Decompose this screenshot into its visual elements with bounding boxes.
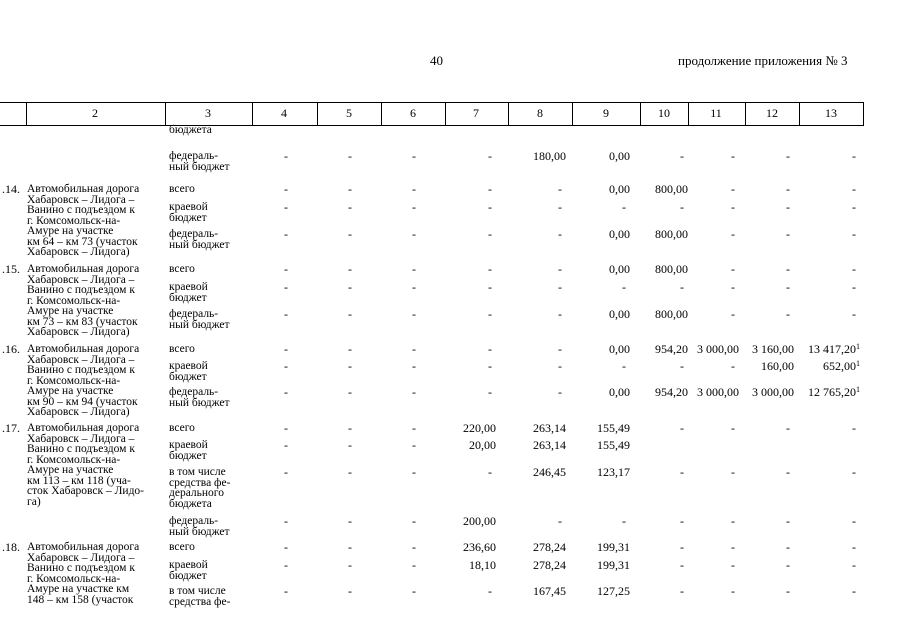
table-cell: -	[284, 385, 288, 399]
budget-label: в том числе средства фе- дерального бюджета	[169, 466, 231, 510]
table-cell: -	[786, 182, 790, 196]
table-cell: -	[680, 465, 684, 479]
table-cell: 155,49	[597, 421, 630, 435]
table-cell: 0,00	[609, 385, 630, 399]
table-cell: -	[558, 514, 562, 528]
row-number: .15.	[2, 262, 20, 276]
table-cell: -	[731, 262, 735, 276]
table-cell: -	[488, 359, 492, 373]
table-cell: -	[680, 558, 684, 572]
table-cell: -	[284, 342, 288, 356]
table-cell: -	[558, 227, 562, 241]
table-cell: -	[731, 307, 735, 321]
column-header: 11	[710, 106, 722, 120]
table-cell: -	[412, 262, 416, 276]
table-cell: -	[786, 307, 790, 321]
table-cell: 199,31	[597, 558, 630, 572]
table-cell: -	[680, 514, 684, 528]
row-name: Автомобильная дорога Хабаровск – Лидога – Ванино с подъездом к г. Комсомольск-на- Амуре на участке км 113 – км 118 (уча- сток Хабаровск – Лидо- га)	[27, 422, 144, 508]
table-cell: -	[622, 359, 626, 373]
table-cell: -	[786, 280, 790, 294]
table-cell: -	[680, 359, 684, 373]
table-cell: -	[412, 359, 416, 373]
table-cell: 263,14	[533, 421, 566, 435]
table-cell: -	[348, 262, 352, 276]
table-cell: -	[558, 262, 562, 276]
budget-label: всего	[169, 422, 195, 434]
table-cell: 160,00	[761, 359, 794, 373]
table-cell: -	[348, 342, 352, 356]
table-cell: -	[680, 421, 684, 435]
table-cell: -	[284, 438, 288, 452]
table-cell: 246,45	[533, 465, 566, 479]
table-cell: -	[622, 200, 626, 214]
column-header: 4	[281, 106, 287, 120]
table-cell: 127,25	[597, 584, 630, 598]
budget-label: краевой бюджет	[169, 201, 208, 224]
table-cell: -	[731, 227, 735, 241]
table-cell: -	[731, 465, 735, 479]
table-cell: -	[412, 342, 416, 356]
column-header: 2	[92, 106, 98, 120]
table-cell: 20,00	[469, 438, 496, 452]
table-cell: -	[852, 307, 856, 321]
column-header: 5	[346, 106, 352, 120]
table-cell: -	[558, 342, 562, 356]
table-cell: -	[284, 558, 288, 572]
table-cell: -	[412, 227, 416, 241]
row-name: Автомобильная дорога Хабаровск – Лидога – Ванино с подъездом к г. Комсомольск-на- Амуре на участке км 148 – км 158 (участок	[27, 541, 140, 606]
table-cell: -	[412, 385, 416, 399]
table-cell: -	[488, 465, 492, 479]
column-divider	[381, 102, 382, 126]
budget-label: федераль- ный бюджет	[169, 228, 230, 251]
table-cell: 954,20	[655, 342, 688, 356]
table-cell: 18,10	[469, 558, 496, 572]
table-cell: 800,00	[655, 262, 688, 276]
column-divider	[317, 102, 318, 126]
table-cell: -	[558, 280, 562, 294]
table-cell: -	[731, 280, 735, 294]
table-cell: -	[284, 465, 288, 479]
column-header: 12	[766, 106, 778, 120]
budget-label: в том числе средства фе-	[169, 585, 231, 608]
table-cell: -	[348, 438, 352, 452]
row-number: .18.	[2, 540, 20, 554]
column-header: 6	[410, 106, 416, 120]
table-cell: -	[731, 421, 735, 435]
table-cell: -	[852, 584, 856, 598]
budget-label: федераль- ный бюджет	[169, 308, 230, 331]
continuation-note: продолжение приложения № 3	[678, 53, 848, 68]
row-number: .14.	[2, 182, 20, 196]
budget-label: федераль- ный бюджет	[169, 515, 230, 538]
table-cell: 3 000,00	[697, 385, 739, 399]
table-cell: -	[412, 307, 416, 321]
table-cell: 236,60	[463, 540, 496, 554]
table-cell: -	[412, 280, 416, 294]
table-cell: -	[412, 558, 416, 572]
table-cell: -	[786, 227, 790, 241]
table-cell: 800,00	[655, 182, 688, 196]
column-divider	[508, 102, 509, 126]
column-divider	[445, 102, 446, 126]
table-cell: -	[786, 514, 790, 528]
table-cell: 0,00	[609, 227, 630, 241]
budget-label: краевой бюджет	[169, 559, 208, 582]
table-cell: -	[412, 438, 416, 452]
table-cell: -	[558, 200, 562, 214]
table-cell: -	[348, 558, 352, 572]
table-cell: 12 765,20	[808, 385, 856, 399]
table-cell: -	[488, 280, 492, 294]
table-cell: -	[284, 262, 288, 276]
table-cell: -	[731, 514, 735, 528]
footnote-mark: 1	[856, 342, 860, 351]
table-cell: -	[731, 149, 735, 163]
table-cell: 180,00	[533, 149, 566, 163]
table-cell: -	[852, 182, 856, 196]
table-cell: -	[622, 514, 626, 528]
table-cell: -	[852, 465, 856, 479]
table-cell: -	[284, 540, 288, 554]
table-cell: -	[786, 584, 790, 598]
table-cell: -	[731, 200, 735, 214]
header-frame	[0, 102, 864, 126]
page-number: 40	[430, 53, 443, 68]
table-cell: 263,14	[533, 438, 566, 452]
table-cell: -	[786, 262, 790, 276]
table-cell: -	[284, 359, 288, 373]
table-cell: -	[412, 182, 416, 196]
budget-label: федераль- ный бюджет	[169, 386, 230, 409]
table-cell: -	[731, 182, 735, 196]
table-cell: -	[284, 514, 288, 528]
table-cell: 13 417,20	[808, 342, 856, 356]
table-cell: 800,00	[655, 227, 688, 241]
table-cell: 0,00	[609, 307, 630, 321]
column-header: 7	[473, 106, 479, 120]
table-cell: -	[284, 182, 288, 196]
table-cell: 3 000,00	[752, 385, 794, 399]
footnote-mark: 1	[856, 385, 860, 394]
table-cell: -	[680, 200, 684, 214]
table-cell: -	[412, 149, 416, 163]
table-cell: -	[348, 149, 352, 163]
row-name: Автомобильная дорога Хабаровск – Лидога – Ванино с подъездом к г. Комсомольск-на- Амуре на участке км 73 – км 83 (участок Хабаровск – Лидога)	[27, 263, 140, 338]
table-cell: 0,00	[609, 149, 630, 163]
top-fragment: бюджета	[169, 124, 212, 136]
row-name: Автомобильная дорога Хабаровск – Лидога – Ванино с подъездом к г. Комсомольск-на- Амуре на участке км 90 – км 94 (участок Хабаровск – Лидога)	[27, 343, 140, 418]
table-cell: -	[852, 262, 856, 276]
column-divider	[688, 102, 689, 126]
table-cell: 123,17	[597, 465, 630, 479]
column-divider	[799, 102, 800, 126]
table-cell: 278,24	[533, 540, 566, 554]
table-cell: -	[348, 280, 352, 294]
table-cell: -	[558, 307, 562, 321]
table-cell: -	[348, 540, 352, 554]
table-cell: -	[488, 262, 492, 276]
table-cell: 0,00	[609, 262, 630, 276]
column-divider	[26, 102, 27, 126]
table-cell: -	[852, 280, 856, 294]
table-cell: -	[488, 385, 492, 399]
table-cell: -	[284, 584, 288, 598]
table-cell: -	[488, 584, 492, 598]
table-cell: -	[348, 359, 352, 373]
table-cell: -	[348, 385, 352, 399]
table-cell: -	[680, 280, 684, 294]
table-cell: -	[348, 307, 352, 321]
table-cell: -	[786, 540, 790, 554]
budget-label: краевой бюджет	[169, 439, 208, 462]
budget-label: всего	[169, 541, 195, 553]
column-header: 3	[205, 106, 211, 120]
budget-label: федераль- ный бюджет	[169, 150, 230, 173]
table-cell: -	[852, 514, 856, 528]
row-number: .17.	[2, 421, 20, 435]
column-divider	[165, 102, 166, 126]
row-name: Автомобильная дорога Хабаровск – Лидога – Ванино с подъездом к г. Комсомольск-на- Амуре на участке км 64 – км 73 (участок Хабаровск – Лидога)	[27, 183, 140, 258]
table-cell: 220,00	[463, 421, 496, 435]
table-cell: -	[284, 421, 288, 435]
table-cell: -	[852, 421, 856, 435]
column-divider	[572, 102, 573, 126]
table-cell: -	[622, 280, 626, 294]
table-cell: -	[852, 149, 856, 163]
table-cell: 155,49	[597, 438, 630, 452]
table-cell: 0,00	[609, 342, 630, 356]
table-cell: 278,24	[533, 558, 566, 572]
table-cell: -	[348, 227, 352, 241]
table-cell: -	[284, 200, 288, 214]
table-cell: -	[284, 227, 288, 241]
table-cell: -	[558, 385, 562, 399]
table-cell: 3 000,00	[697, 342, 739, 356]
column-divider	[640, 102, 641, 126]
table-cell: -	[786, 465, 790, 479]
table-cell: -	[348, 182, 352, 196]
table-cell: -	[852, 200, 856, 214]
table-cell: -	[786, 149, 790, 163]
table-cell: -	[852, 227, 856, 241]
table-cell: -	[731, 359, 735, 373]
column-divider	[252, 102, 253, 126]
table-cell: -	[348, 584, 352, 598]
budget-label: краевой бюджет	[169, 281, 208, 304]
table-cell: -	[852, 558, 856, 572]
budget-label: всего	[169, 343, 195, 355]
table-cell: -	[558, 359, 562, 373]
table-cell: -	[852, 540, 856, 554]
row-number: .16.	[2, 342, 20, 356]
table-cell: -	[786, 421, 790, 435]
table-cell: 3 160,00	[752, 342, 794, 356]
table-cell: -	[412, 465, 416, 479]
table-cell: -	[348, 200, 352, 214]
table-cell: -	[284, 307, 288, 321]
column-header: 8	[537, 106, 543, 120]
table-cell: -	[348, 421, 352, 435]
table-cell: -	[558, 182, 562, 196]
table-cell: 954,20	[655, 385, 688, 399]
table-cell: -	[284, 280, 288, 294]
table-cell: -	[786, 558, 790, 572]
table-cell: -	[348, 465, 352, 479]
table-cell: 200,00	[463, 514, 496, 528]
table-cell: -	[348, 514, 352, 528]
table-cell: -	[412, 584, 416, 598]
table-cell: 167,45	[533, 584, 566, 598]
table-cell: -	[731, 584, 735, 598]
table-cell: -	[412, 540, 416, 554]
budget-label: всего	[169, 263, 195, 275]
table-cell: 800,00	[655, 307, 688, 321]
column-header: 10	[658, 106, 670, 120]
table-cell: 652,00	[823, 359, 856, 373]
table-cell: -	[284, 149, 288, 163]
table-cell: -	[412, 200, 416, 214]
table-cell: -	[412, 514, 416, 528]
table-cell: -	[488, 200, 492, 214]
table-cell: -	[488, 342, 492, 356]
table-cell: -	[786, 200, 790, 214]
table-cell: -	[731, 558, 735, 572]
table-cell: -	[488, 307, 492, 321]
table-cell: 199,31	[597, 540, 630, 554]
table-cell: -	[488, 227, 492, 241]
table-cell: -	[680, 584, 684, 598]
budget-label: всего	[169, 183, 195, 195]
table-cell: -	[488, 182, 492, 196]
column-header: 9	[603, 106, 609, 120]
table-cell: -	[680, 540, 684, 554]
column-header: 13	[825, 106, 837, 120]
budget-label: краевой бюджет	[169, 360, 208, 383]
table-cell: -	[412, 421, 416, 435]
table-cell: -	[488, 149, 492, 163]
column-divider	[745, 102, 746, 126]
table-cell: -	[731, 540, 735, 554]
table-cell: -	[680, 149, 684, 163]
table-cell: 0,00	[609, 182, 630, 196]
footnote-mark: 1	[856, 359, 860, 368]
